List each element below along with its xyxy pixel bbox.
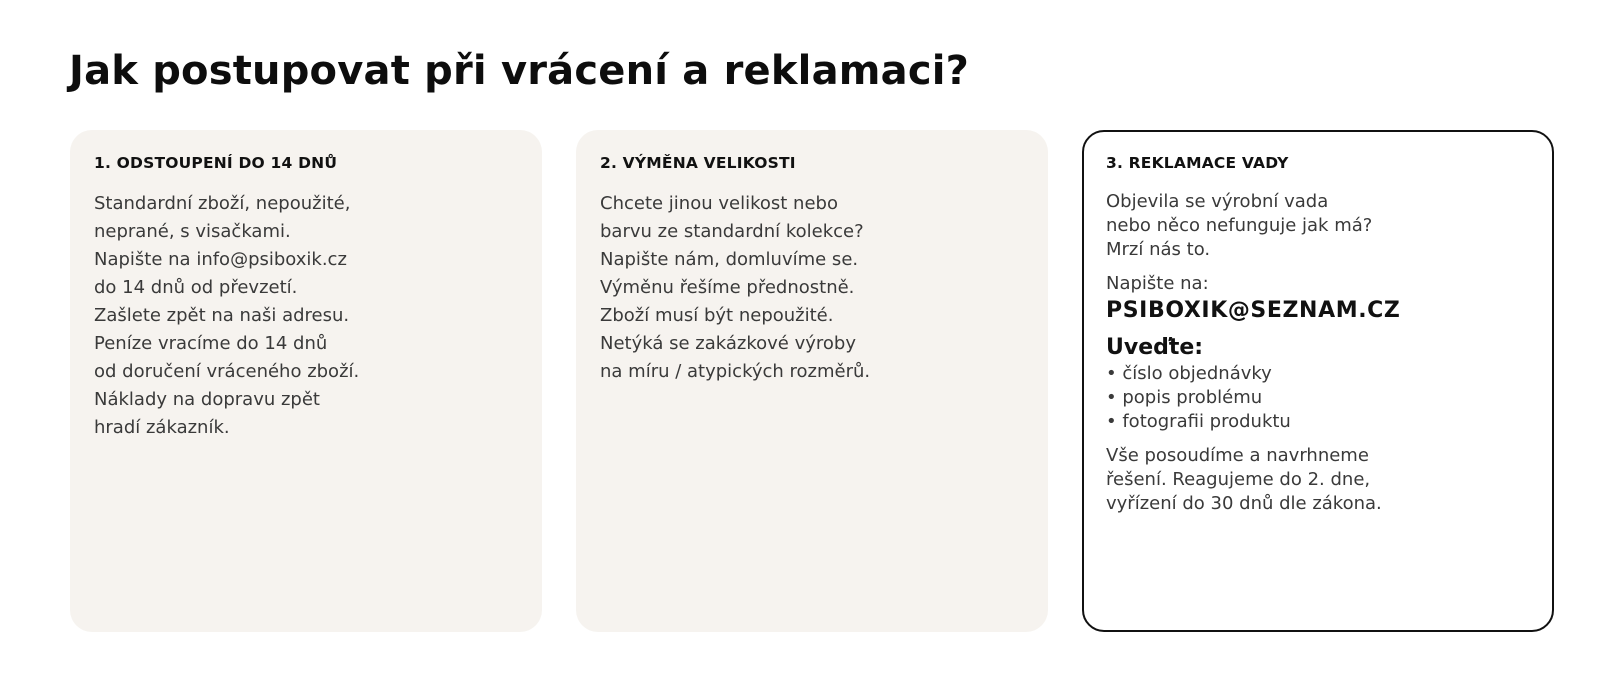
card-withdrawal (70, 130, 542, 632)
text-line: vyřízení do 30 dnů dle zákona. (1106, 493, 1382, 514)
text-line: Napište nám, domluvíme se. (600, 249, 859, 270)
text-line: Standardní zboží, nepoužité, (94, 193, 351, 214)
intro-text (1106, 190, 1530, 262)
text-line: Peníze vracíme do 14 dnů (94, 333, 328, 354)
text-line: Výměnu řešíme přednostně. (600, 277, 855, 298)
text-line: Vše posoudíme a navrhneme (1106, 445, 1369, 466)
text-line: nebo něco nefunguje jak má? (1106, 215, 1373, 236)
text-line: Netýká se zakázkové výroby (600, 333, 856, 354)
text-line: Chcete jinou velikost nebo (600, 193, 838, 214)
text-line: Mrzí nás to. (1106, 239, 1211, 260)
contact-email: PSIBOXIK@SEZNAM.CZ (1106, 298, 1401, 323)
card-heading: 2. VÝMĚNA VELIKOSTI (600, 154, 796, 172)
cards-row (70, 130, 1554, 632)
text-line: Náklady na dopravu zpět (94, 389, 320, 410)
page-title: Jak postupovat při vrácení a reklamaci? (69, 48, 970, 94)
text-line: neprané, s visačkami. (94, 221, 291, 242)
text-line: Napište na info@psiboxik.cz (94, 249, 347, 270)
list-item: • fotografii produktu (1106, 411, 1291, 432)
text-line: na míru / atypických rozměrů. (600, 361, 871, 382)
card-size-exchange (576, 130, 1048, 632)
text-line: od doručení vráceného zboží. (94, 361, 360, 382)
write-to-label: Napište na: (1106, 273, 1209, 294)
text-line: do 14 dnů od převzetí. (94, 277, 298, 298)
card-defect-claim (1082, 130, 1554, 632)
text-line: hradí zákazník. (94, 417, 230, 438)
text-line: Zašlete zpět na naši adresu. (94, 305, 350, 326)
card-body (600, 190, 1024, 386)
card-heading: 1. ODSTOUPENÍ DO 14 DNŮ (94, 154, 338, 172)
text-line: řešení. Reagujeme do 2. dne, (1106, 469, 1371, 490)
card-heading: 3. REKLAMACE VADY (1106, 154, 1289, 172)
required-info-list (1106, 362, 1530, 434)
outro-text (1106, 444, 1530, 516)
state-heading: Uveďte: (1106, 335, 1204, 360)
text-line: Objevila se výrobní vada (1106, 191, 1329, 212)
list-item: • číslo objednávky (1106, 363, 1272, 384)
text-line: barvu ze standardní kolekce? (600, 221, 864, 242)
card-body (94, 190, 518, 442)
list-item: • popis problému (1106, 387, 1263, 408)
text-line: Zboží musí být nepoužité. (600, 305, 834, 326)
